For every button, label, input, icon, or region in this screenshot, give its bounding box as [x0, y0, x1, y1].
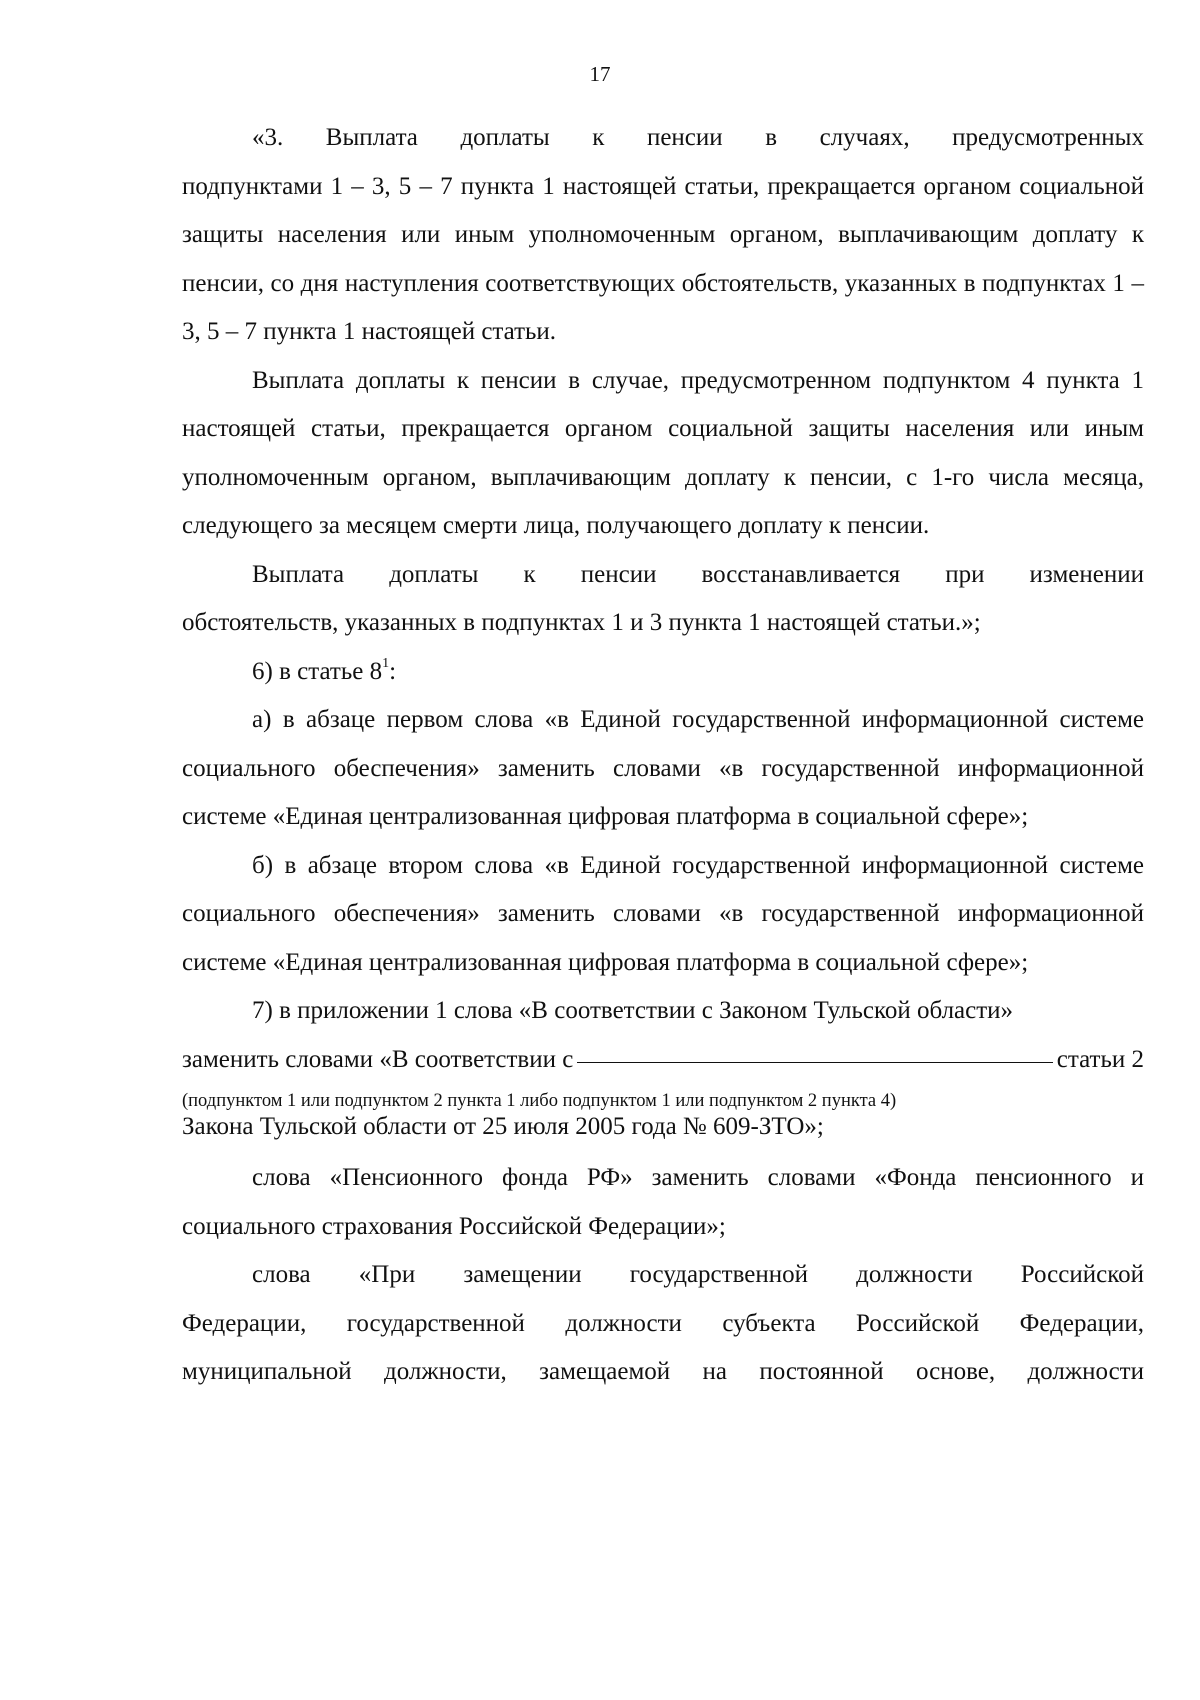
word: замещении	[463, 1261, 582, 1288]
law-reference: Закона Тульской области от 25 июля 2005 года № 609-ЗТО»;	[182, 1113, 824, 1140]
item-7-first-line: 7) в приложении 1 слова «В соответствии с Законом Тульской области»	[252, 997, 1014, 1024]
paragraph-pension-fund: слова «Пенсионного фонда РФ» заменить словами «Фонда пенсионного и социального страхования Российской Федерации»;	[182, 1164, 1144, 1240]
word: предусмотренных	[952, 124, 1144, 151]
word: «3.	[252, 124, 284, 151]
word: к	[523, 560, 536, 588]
fill-in-hint: (подпунктом 1 или подпунктом 2 пункта 1 либо подпунктом 1 или подпунктом 2 пункта 4)	[182, 1091, 897, 1111]
word: доплаты	[389, 560, 479, 588]
subitem-a: а) в абзаце первом слова «в Единой государственной информационной системе социального обеспечения» заменить словами «в государственной информационной системе «Единая централизованная цифровая платформа в социальной сфере»;	[182, 706, 1144, 830]
item-7-right-text: статьи 2	[1056, 1045, 1144, 1073]
paragraph-2: Выплата доплаты к пенсии в случае, предусмотренном подпунктом 4 пункта 1 настоящей статьи, прекращается органом социальной защиты населения или иным уполномоченным органом, выплачивающим доплату к пенсии, с 1-го числа месяца, следующего за месяцем смерти лица, получающего доплату к пенсии.	[182, 366, 1144, 539]
page-number: 17	[589, 62, 611, 86]
word: при	[945, 560, 985, 588]
word: «При	[358, 1261, 416, 1288]
paragraph-1-body: подпунктами 1 – 3, 5 – 7 пункта 1 настоящей статьи, прекращается органом социальной защиты населения или иным уполномоченным органом, выплачивающим доплату к пенсии, со дня наступления соответствующих обстоятельств, указанных в подпунктах 1 – 3, 5 – 7 пункта 1 настоящей статьи.	[182, 172, 1144, 345]
fill-in-blank-line	[577, 1032, 1052, 1063]
paragraph-1-first-line	[182, 114, 1144, 163]
word: случаях,	[819, 124, 910, 151]
paragraph-9-body: Федерации, государственной должности субъекта Российской Федерации, муниципальной должности, замещаемой на постоянной основе, должности	[182, 1309, 1144, 1385]
item-6-heading	[182, 648, 1144, 697]
item-7-blank-row	[182, 1036, 1144, 1085]
word: к	[592, 124, 605, 151]
subitem-b: б) в абзаце втором слова «в Единой государственной информационной системе социального обеспечения» заменить словами «в государственной информационной системе «Единая централизованная цифровая платформа в социальной сфере»;	[182, 851, 1144, 976]
document-body	[182, 114, 1144, 1397]
word: доплаты	[460, 124, 550, 151]
item-6-text: 6) в статье 8	[252, 657, 383, 685]
paragraph-3-first-line	[182, 551, 1144, 600]
word: Выплата	[325, 124, 418, 151]
word: государственной	[629, 1261, 808, 1288]
word: в	[765, 124, 778, 151]
word: пенсии	[580, 560, 657, 588]
word: слова	[252, 1261, 311, 1288]
item-6-superscript: 1	[382, 656, 390, 672]
word: Российской	[1020, 1261, 1144, 1288]
word: изменении	[1029, 560, 1144, 588]
paragraph-3-second-line: обстоятельств, указанных в подпунктах 1 и 3 пункта 1 настоящей статьи.»;	[182, 609, 981, 636]
word: восстанавливается	[701, 560, 901, 588]
paragraph-9-first-line	[182, 1251, 1144, 1300]
word: Выплата	[252, 560, 345, 588]
word: должности	[856, 1261, 973, 1288]
item-6-colon: :	[389, 657, 397, 685]
word: пенсии	[646, 124, 723, 151]
item-7-left-text: заменить словами «В соответствии с	[182, 1045, 574, 1073]
